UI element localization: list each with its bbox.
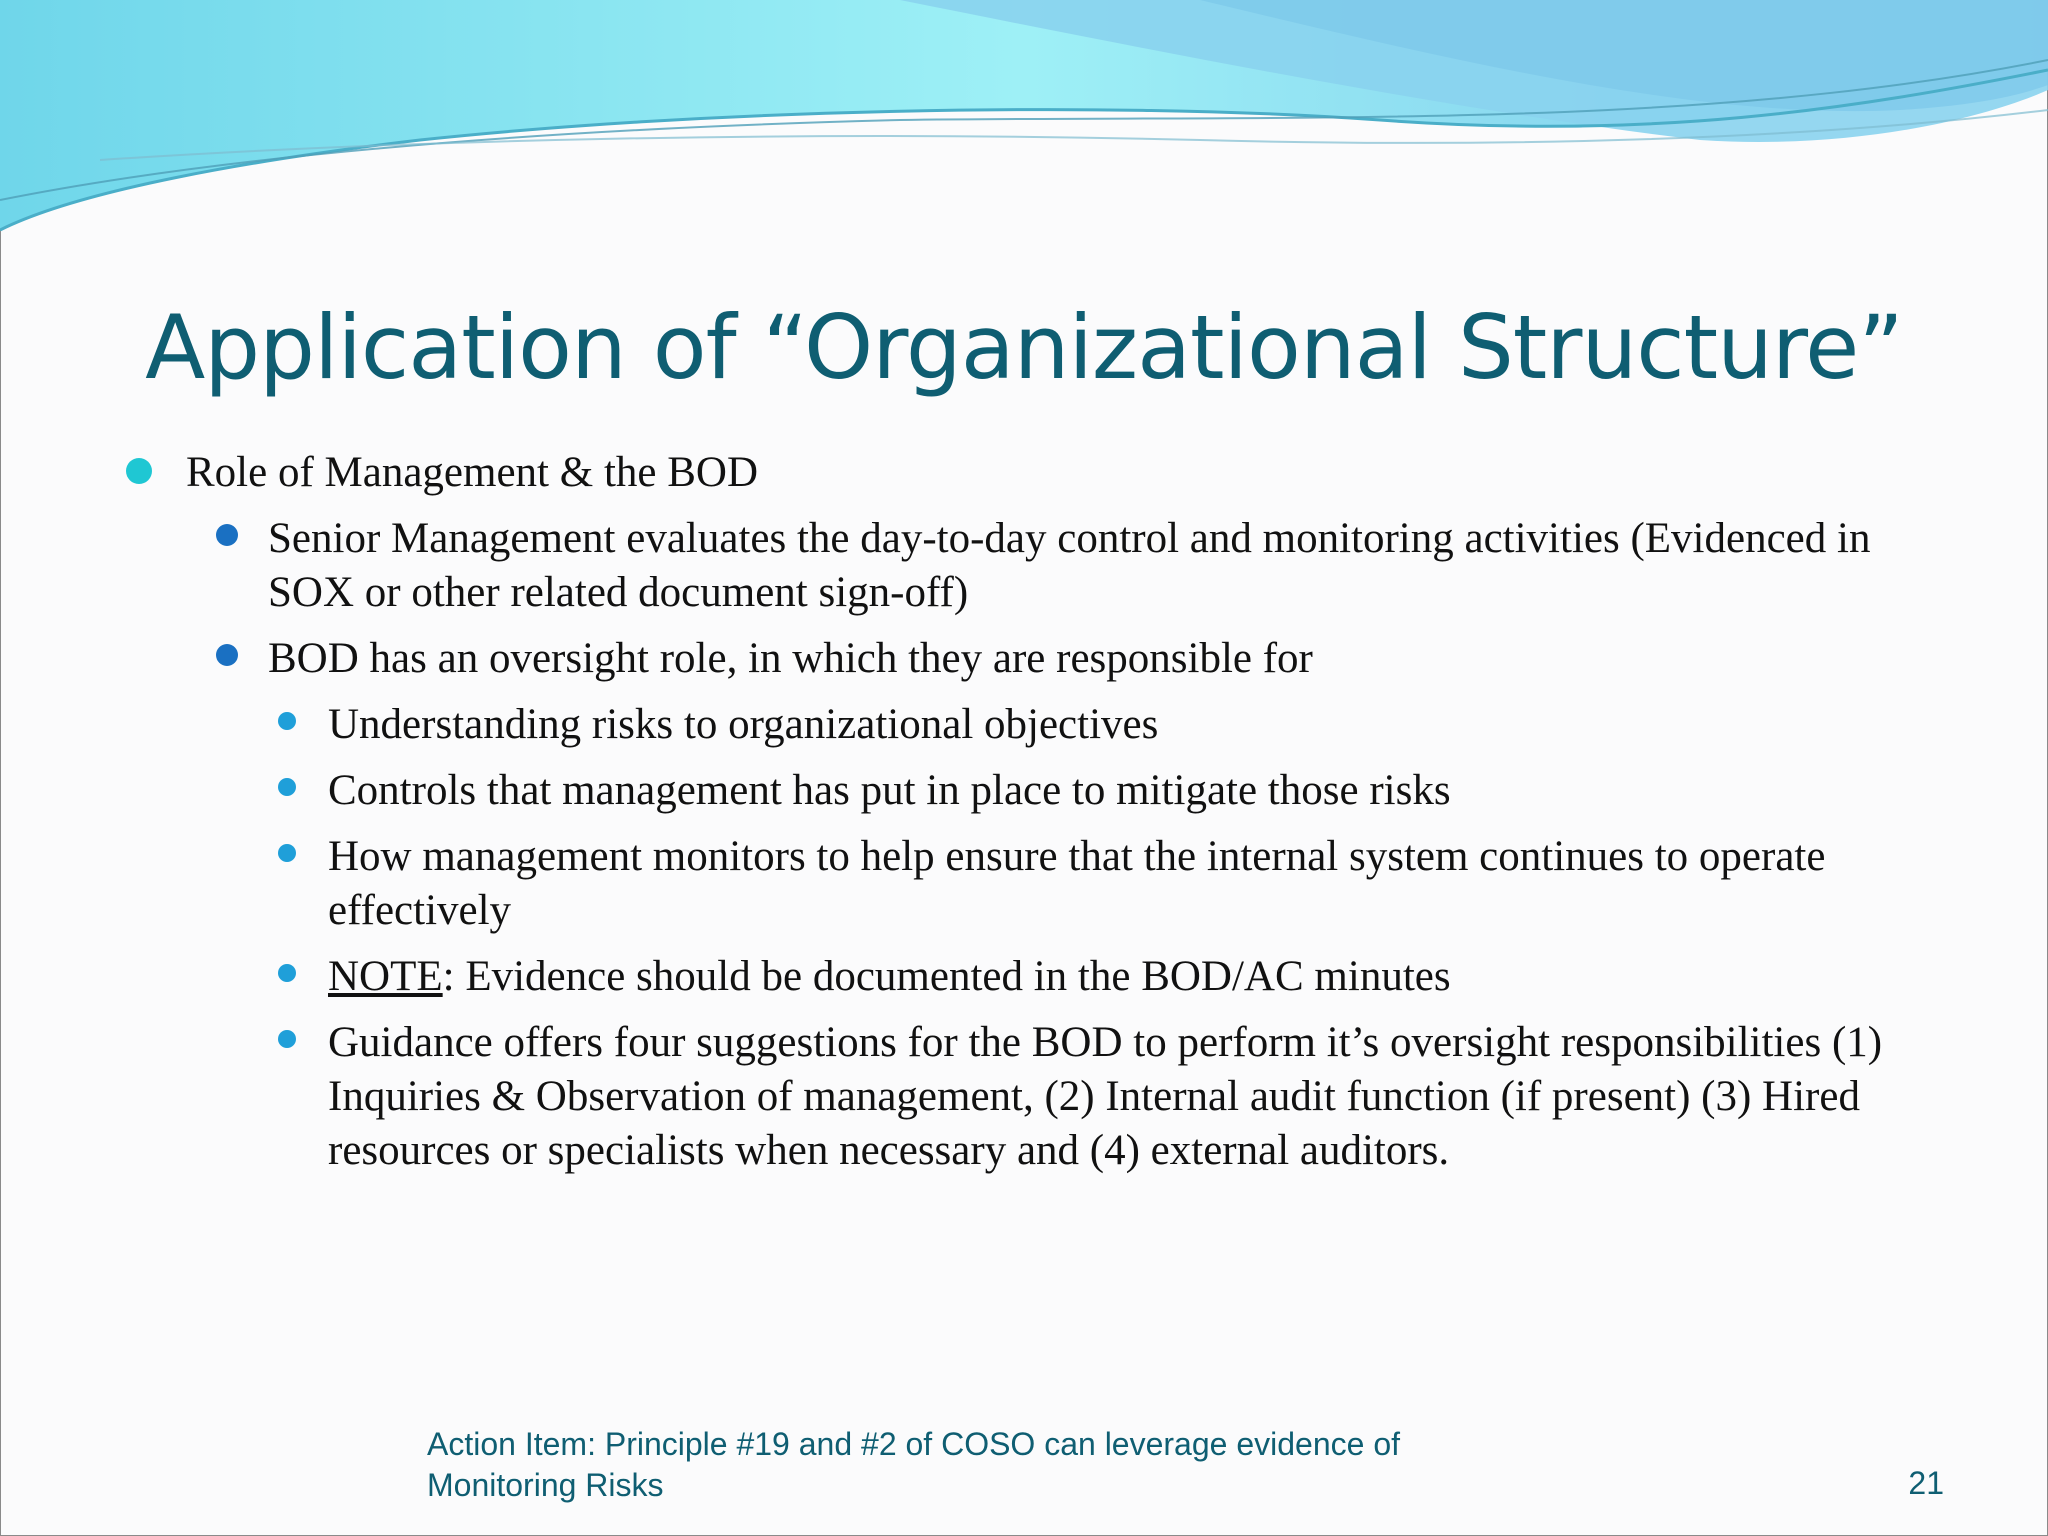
bullet-dot-icon	[278, 712, 296, 730]
note-label: NOTE	[328, 953, 443, 1000]
bullet-text: Role of Management & the BOD	[186, 449, 759, 496]
bullet-text: How management monitors to help ensure that the internal system continues to operate effectively	[328, 833, 1826, 934]
bullet-dot-icon	[126, 458, 152, 484]
bullet-item	[120, 698, 1940, 752]
header-wave-decoration	[0, 0, 2048, 240]
page-number: 21	[1908, 1465, 1944, 1501]
bullet-text: Controls that management has put in place to mitigate those risks	[328, 767, 1451, 814]
slide-title: Application of “Organizational Structure”	[145, 296, 1903, 399]
action-item-line: Action Item: Principle #19 and #2 of COSO can leverage evidence of	[427, 1426, 1400, 1462]
bullet-dot-icon	[278, 844, 296, 862]
bullet-dot-icon	[216, 644, 238, 666]
bullet-text: Guidance offers four suggestions for the BOD to perform it’s oversight responsibilities (1) Inquiries & Observation of management, (2) Internal audit function (if present) (3) Hired resources or specialists when necessary and (4) external auditors.	[328, 1019, 1883, 1174]
bullet-list	[120, 446, 1940, 1190]
bullet-text: BOD has an oversight role, in which they are responsible for	[268, 635, 1313, 682]
bullet-text: Understanding risks to organizational objectives	[328, 701, 1159, 748]
bullet-dot-icon	[216, 524, 238, 546]
bullet-text: Senior Management evaluates the day-to-day control and monitoring activities (Evidenced in SOX or other related document sign-off)	[268, 515, 1871, 616]
bullet-dot-icon	[278, 1030, 296, 1048]
bullet-item	[120, 512, 1940, 620]
bullet-dot-icon	[278, 778, 296, 796]
bullet-item	[120, 950, 1940, 1004]
bullet-item	[120, 446, 1940, 500]
bullet-item	[120, 1016, 1940, 1178]
action-item-footer	[427, 1424, 1527, 1506]
bullet-item	[120, 632, 1940, 686]
bullet-text: : Evidence should be documented in the BOD/AC minutes	[442, 953, 1451, 1000]
action-item-line: Monitoring Risks	[427, 1467, 664, 1503]
bullet-dot-icon	[278, 964, 296, 982]
bullet-item	[120, 764, 1940, 818]
bullet-item	[120, 830, 1940, 938]
